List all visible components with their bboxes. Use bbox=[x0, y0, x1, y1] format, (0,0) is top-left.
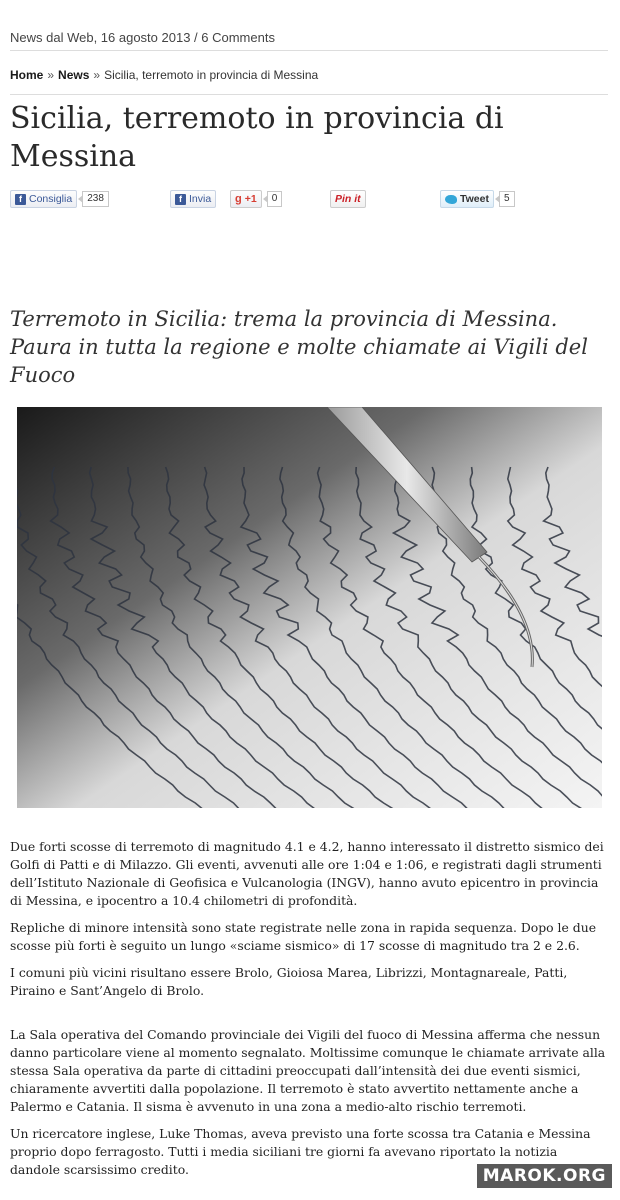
google-plus-icon: g bbox=[235, 193, 242, 205]
seismograph-photo bbox=[17, 407, 602, 808]
facebook-send-button[interactable] bbox=[170, 190, 216, 208]
post-meta: News dal Web, 16 agosto 2013 / 6 Comments bbox=[10, 30, 275, 45]
twitter-bird-icon bbox=[445, 195, 457, 204]
facebook-icon: f bbox=[175, 194, 186, 205]
tweet-button[interactable] bbox=[440, 190, 494, 208]
google-plus-button[interactable] bbox=[230, 190, 262, 208]
article-lead: Terremoto in Sicilia: trema la provincia di Messina. Paura in tutta la regione e molte chiamate ai Vigili del Fuoco bbox=[10, 307, 588, 387]
article-title: Sicilia, terremoto in provincia di Messina bbox=[10, 101, 504, 174]
facebook-send-widget bbox=[170, 190, 216, 208]
tweet-label: Tweet bbox=[460, 193, 489, 205]
facebook-like-count: 238 bbox=[82, 191, 109, 207]
facebook-like-button[interactable] bbox=[10, 190, 77, 208]
breadcrumb-separator: » bbox=[47, 68, 55, 82]
paragraph: I comuni più vicini risultano essere Brolo, Gioiosa Marea, Librizzi, Montagnareale, Patti, Piraino e Sant’Angelo di Brolo. bbox=[10, 965, 568, 998]
breadcrumb-current: Sicilia, terremoto in provincia di Messina bbox=[104, 68, 319, 82]
facebook-like-widget bbox=[10, 190, 109, 208]
google-plus-widget bbox=[230, 190, 282, 208]
paragraph: Un ricercatore inglese, Luke Thomas, aveva previsto una forte scossa tra Catania e Messina proprio dopo ferragosto. Tutti i media siciliani tre giorni fa avevano riportato la notizia dandole scarsissimo credito. bbox=[10, 1126, 591, 1177]
paragraph: Due forti scosse di terremoto di magnitudo 4.1 e 4.2, hanno interessato il distretto sismico dei Golfi di Patti e di Milazzo. Gli eventi, avvenuti alle ore 1:04 e 1:06, e registrati dagli strumenti dell’Istituto Nazionale di Geofisica e Vulcanologia (INGV), hanno avuto epicentro in provincia di Messina, e ipocentro a 10.4 chilometri di profondità. bbox=[10, 839, 604, 908]
facebook-icon: f bbox=[15, 194, 26, 205]
paragraph: Repliche di minore intensità sono state registrate nelle zona in rapida sequenza. Dopo le due scosse più forti è seguito un lungo «sciame sismico» di 17 scosse di magnitudo tra 2 e 2.6. bbox=[10, 920, 597, 953]
pinterest-button[interactable]: Pin it bbox=[330, 190, 366, 208]
facebook-send-label: Invia bbox=[189, 193, 212, 205]
divider bbox=[10, 50, 608, 51]
tweet-count: 5 bbox=[499, 191, 515, 207]
pinterest-widget bbox=[330, 190, 366, 208]
breadcrumb-news[interactable]: News bbox=[58, 68, 90, 82]
twitter-widget bbox=[440, 190, 515, 208]
divider bbox=[10, 94, 608, 95]
watermark: MAROK.ORG bbox=[477, 1164, 612, 1188]
breadcrumb-home[interactable]: Home bbox=[10, 68, 44, 82]
google-plus-label: +1 bbox=[244, 193, 257, 205]
breadcrumb bbox=[10, 68, 318, 82]
paragraph: La Sala operativa del Comando provinciale dei Vigili del fuoco di Messina afferma che nessun danno particolare viene al momento segnalato. Moltissime comunque le chiamate arrivate alla stessa Sala operativa da parte di cittadini preoccupati dall’intensità dei due eventi sismici, chiaramente avvertiti dalla popolazione. Il terremoto è stato avvertito nettamente anche a Palermo e Catania. Il sisma è avvenuto in una zona a medio-alto rischio terremoti. bbox=[10, 1027, 606, 1114]
facebook-like-label: Consiglia bbox=[29, 193, 73, 205]
google-plus-count: 0 bbox=[267, 191, 283, 207]
article-body bbox=[10, 838, 608, 1188]
breadcrumb-separator: » bbox=[93, 68, 101, 82]
